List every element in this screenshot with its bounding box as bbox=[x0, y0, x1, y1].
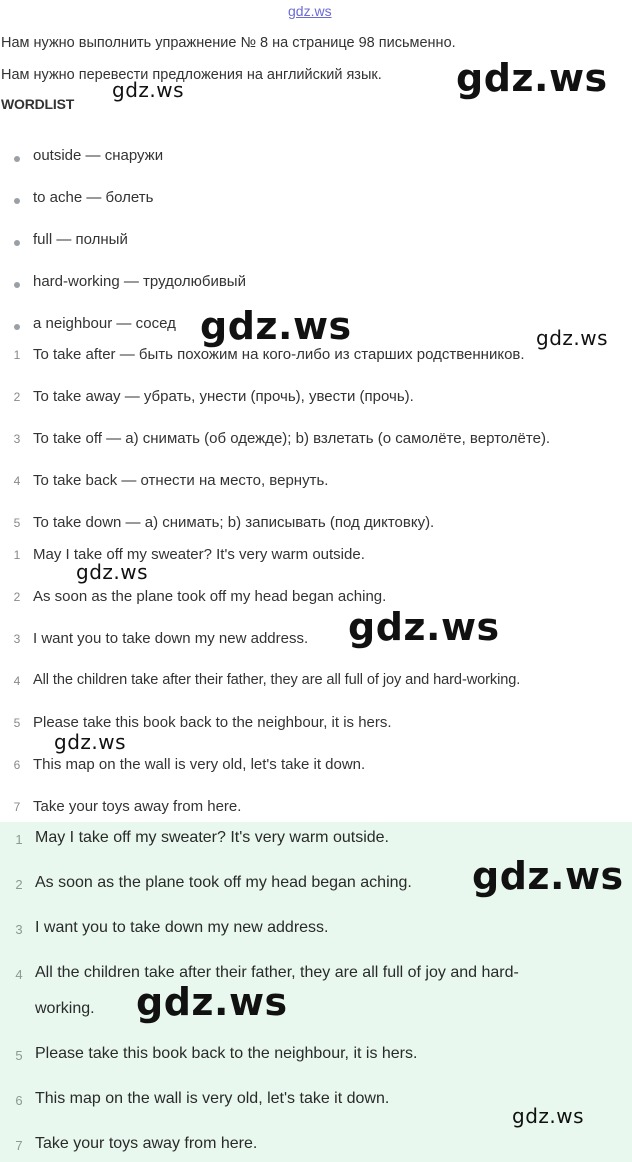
sentence-item: This map on the wall is very old, let's take it down. bbox=[33, 756, 366, 773]
list-number: 6 bbox=[15, 1093, 23, 1108]
list-number: 7 bbox=[13, 800, 21, 814]
wordlist-item: hard-working — трудолюбивый bbox=[33, 273, 246, 290]
wordlist-item: to ache — болеть bbox=[33, 189, 154, 206]
list-number: 6 bbox=[13, 758, 21, 772]
bullet-icon bbox=[14, 240, 20, 246]
bullet-icon bbox=[14, 156, 20, 162]
sentence-item: Please take this book back to the neighbour, it is hers. bbox=[33, 714, 392, 731]
phrasal-verb-item: To take away — убрать, унести (прочь), увести (прочь). bbox=[33, 388, 414, 405]
list-number: 1 bbox=[13, 548, 21, 562]
intro-line-1: Нам нужно выполнить упражнение № 8 на странице 98 письменно. bbox=[1, 35, 456, 51]
wordlist-item: outside — снаружи bbox=[33, 147, 164, 164]
watermark: gdz.ws bbox=[76, 560, 149, 584]
sentence-item: Take your toys away from here. bbox=[33, 798, 242, 815]
phrasal-verb-item: To take after — быть похожим на кого-либо из старших родственников. bbox=[33, 346, 525, 363]
watermark: gdz.ws bbox=[536, 326, 609, 350]
wordlist-heading: WORDLIST bbox=[1, 96, 75, 112]
answer-item: I want you to take down my new address. bbox=[35, 919, 329, 936]
list-number: 7 bbox=[15, 1138, 23, 1153]
wordlist-item: full — полный bbox=[33, 231, 128, 248]
list-number: 5 bbox=[13, 716, 21, 730]
answer-item: Take your toys away from here. bbox=[35, 1135, 258, 1152]
sentence-item: May I take off my sweater? It's very warm outside. bbox=[33, 546, 365, 563]
phrasal-verb-item: To take down — a) снимать; b) записывать (под диктовку). bbox=[33, 514, 435, 531]
bullet-icon bbox=[14, 282, 20, 288]
watermark: gdz.ws bbox=[472, 854, 624, 898]
sentence-item: I want you to take down my new address. bbox=[33, 630, 309, 647]
bullet-icon bbox=[14, 324, 20, 330]
list-number: 5 bbox=[13, 516, 21, 530]
answer-item: May I take off my sweater? It's very warm outside. bbox=[35, 829, 389, 846]
watermark: gdz.ws bbox=[512, 1104, 585, 1128]
answer-item: As soon as the plane took off my head began aching. bbox=[35, 874, 412, 891]
watermark: gdz.ws bbox=[348, 605, 500, 649]
wordlist-item: a neighbour — сосед bbox=[33, 315, 176, 332]
list-number: 1 bbox=[15, 832, 23, 847]
answer-item-line-2: working. bbox=[35, 1000, 95, 1017]
watermark: gdz.ws bbox=[456, 56, 608, 100]
list-number: 4 bbox=[13, 474, 21, 488]
list-number: 2 bbox=[13, 390, 21, 404]
answer-item: This map on the wall is very old, let's take it down. bbox=[35, 1090, 390, 1107]
site-link[interactable]: gdz.ws bbox=[288, 3, 332, 19]
bullet-icon bbox=[14, 198, 20, 204]
list-number: 1 bbox=[13, 348, 21, 362]
phrasal-verb-item: To take off — a) снимать (об одежде); b) взлетать (о самолёте, вертолёте). bbox=[33, 430, 551, 447]
watermark: gdz.ws bbox=[136, 980, 288, 1024]
list-number: 3 bbox=[13, 632, 21, 646]
phrasal-verb-item: To take back — отнести на место, вернуть. bbox=[33, 472, 329, 489]
watermark: gdz.ws bbox=[112, 78, 185, 102]
list-number: 3 bbox=[15, 922, 23, 937]
answer-item: Please take this book back to the neighbour, it is hers. bbox=[35, 1045, 418, 1062]
list-number: 2 bbox=[15, 877, 23, 892]
intro-line-2: Нам нужно перевести предложения на английский язык. bbox=[1, 67, 382, 83]
list-number: 4 bbox=[15, 967, 23, 982]
sentence-item: All the children take after their father, they are all full of joy and hard-working. bbox=[33, 672, 521, 688]
list-number: 5 bbox=[15, 1048, 23, 1063]
answer-item-line-1: All the children take after their father, they are all full of joy and hard- bbox=[35, 964, 519, 981]
sentence-item: As soon as the plane took off my head began aching. bbox=[33, 588, 387, 605]
watermark: gdz.ws bbox=[54, 730, 127, 754]
list-number: 4 bbox=[13, 674, 21, 688]
list-number: 2 bbox=[13, 590, 21, 604]
watermark: gdz.ws bbox=[200, 304, 352, 348]
list-number: 3 bbox=[13, 432, 21, 446]
